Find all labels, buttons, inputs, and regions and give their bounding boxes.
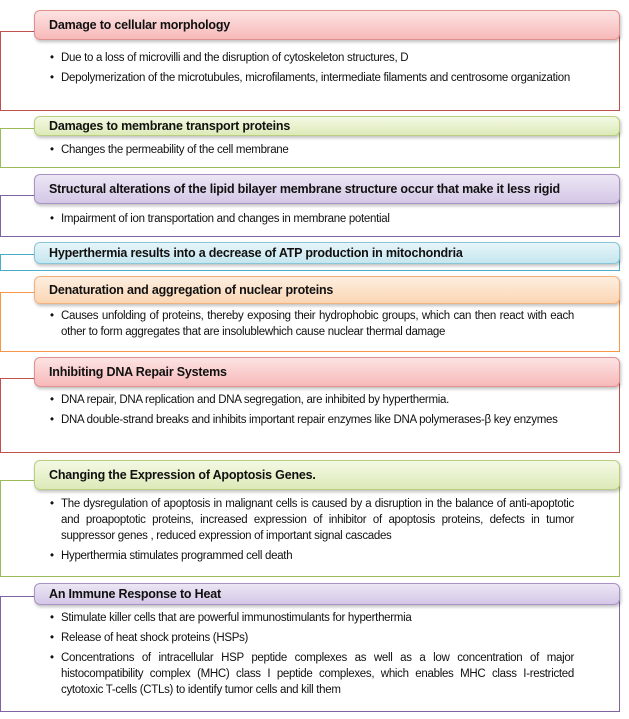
bullet-item: • Concentrations of intracellular HSP peptide complexes as well as a low concentration of major histocompatibility complex (MHC) class I peptide complexes, which enables MHC class I-restricted cytotoxic T-cells (CTLs) to identify tumor cells and kill them (50, 650, 574, 698)
section-title: Changing the Expression of Apoptosis Genes. (34, 460, 620, 490)
bullet-item: • DNA repair, DNA replication and DNA segregation, are inhibited by hyperthermia. (50, 392, 574, 408)
section-title: Denaturation and aggregation of nuclear proteins (34, 276, 620, 304)
bullet-item: • Impairment of ion transportation and changes in membrane potential (50, 211, 574, 227)
bullet-item: • DNA double-strand breaks and inhibits important repair enzymes like DNA polymerases-β key enzymes (50, 412, 574, 428)
section-title: Damages to membrane transport proteins (34, 116, 620, 136)
bullet-item: • Stimulate killer cells that are powerful immunostimulants for hyperthermia (50, 610, 574, 626)
section-title: Inhibiting DNA Repair Systems (34, 357, 620, 387)
bullet-item: • The dysregulation of apoptosis in malignant cells is caused by a disruption in the balance of anti-apoptotic and proapoptotic proteins, increased expression of inhibitor of apoptosis proteins, defects in tumor suppressor genes , reduced expression of important signal cascades (50, 496, 574, 544)
section-title: Hyperthermia results into a decrease of ATP production in mitochondria (34, 242, 620, 264)
bullet-list (50, 50, 574, 90)
section-title: Damage to cellular morphology (34, 10, 620, 40)
bullet-item: • Changes the permeability of the cell membrane (50, 142, 574, 158)
section-title: An Immune Response to Heat (34, 583, 620, 605)
bullet-list (50, 610, 574, 702)
bullet-item: • Release of heat shock proteins (HSPs) (50, 630, 574, 646)
bullet-item: • Due to a loss of microvilli and the disruption of cytoskeleton structures, D (50, 50, 574, 66)
bullet-list (50, 392, 574, 432)
bullet-list (50, 142, 574, 162)
bullet-list (50, 308, 574, 344)
bullet-item: • Hyperthermia stimulates programmed cell death (50, 548, 574, 564)
bullet-list (50, 496, 574, 568)
bullet-item: • Causes unfolding of proteins, thereby exposing their hydrophobic groups, which can then react with each other to form aggregates that are insolublewhich cause nuclear thermal damage (50, 308, 574, 340)
bullet-item: • Depolymerization of the microtubules, microfilaments, intermediate filaments and centrosome organization (50, 70, 574, 86)
section-title: Structural alterations of the lipid bilayer membrane structure occur that make it less rigid (34, 174, 620, 204)
bullet-list (50, 211, 574, 231)
